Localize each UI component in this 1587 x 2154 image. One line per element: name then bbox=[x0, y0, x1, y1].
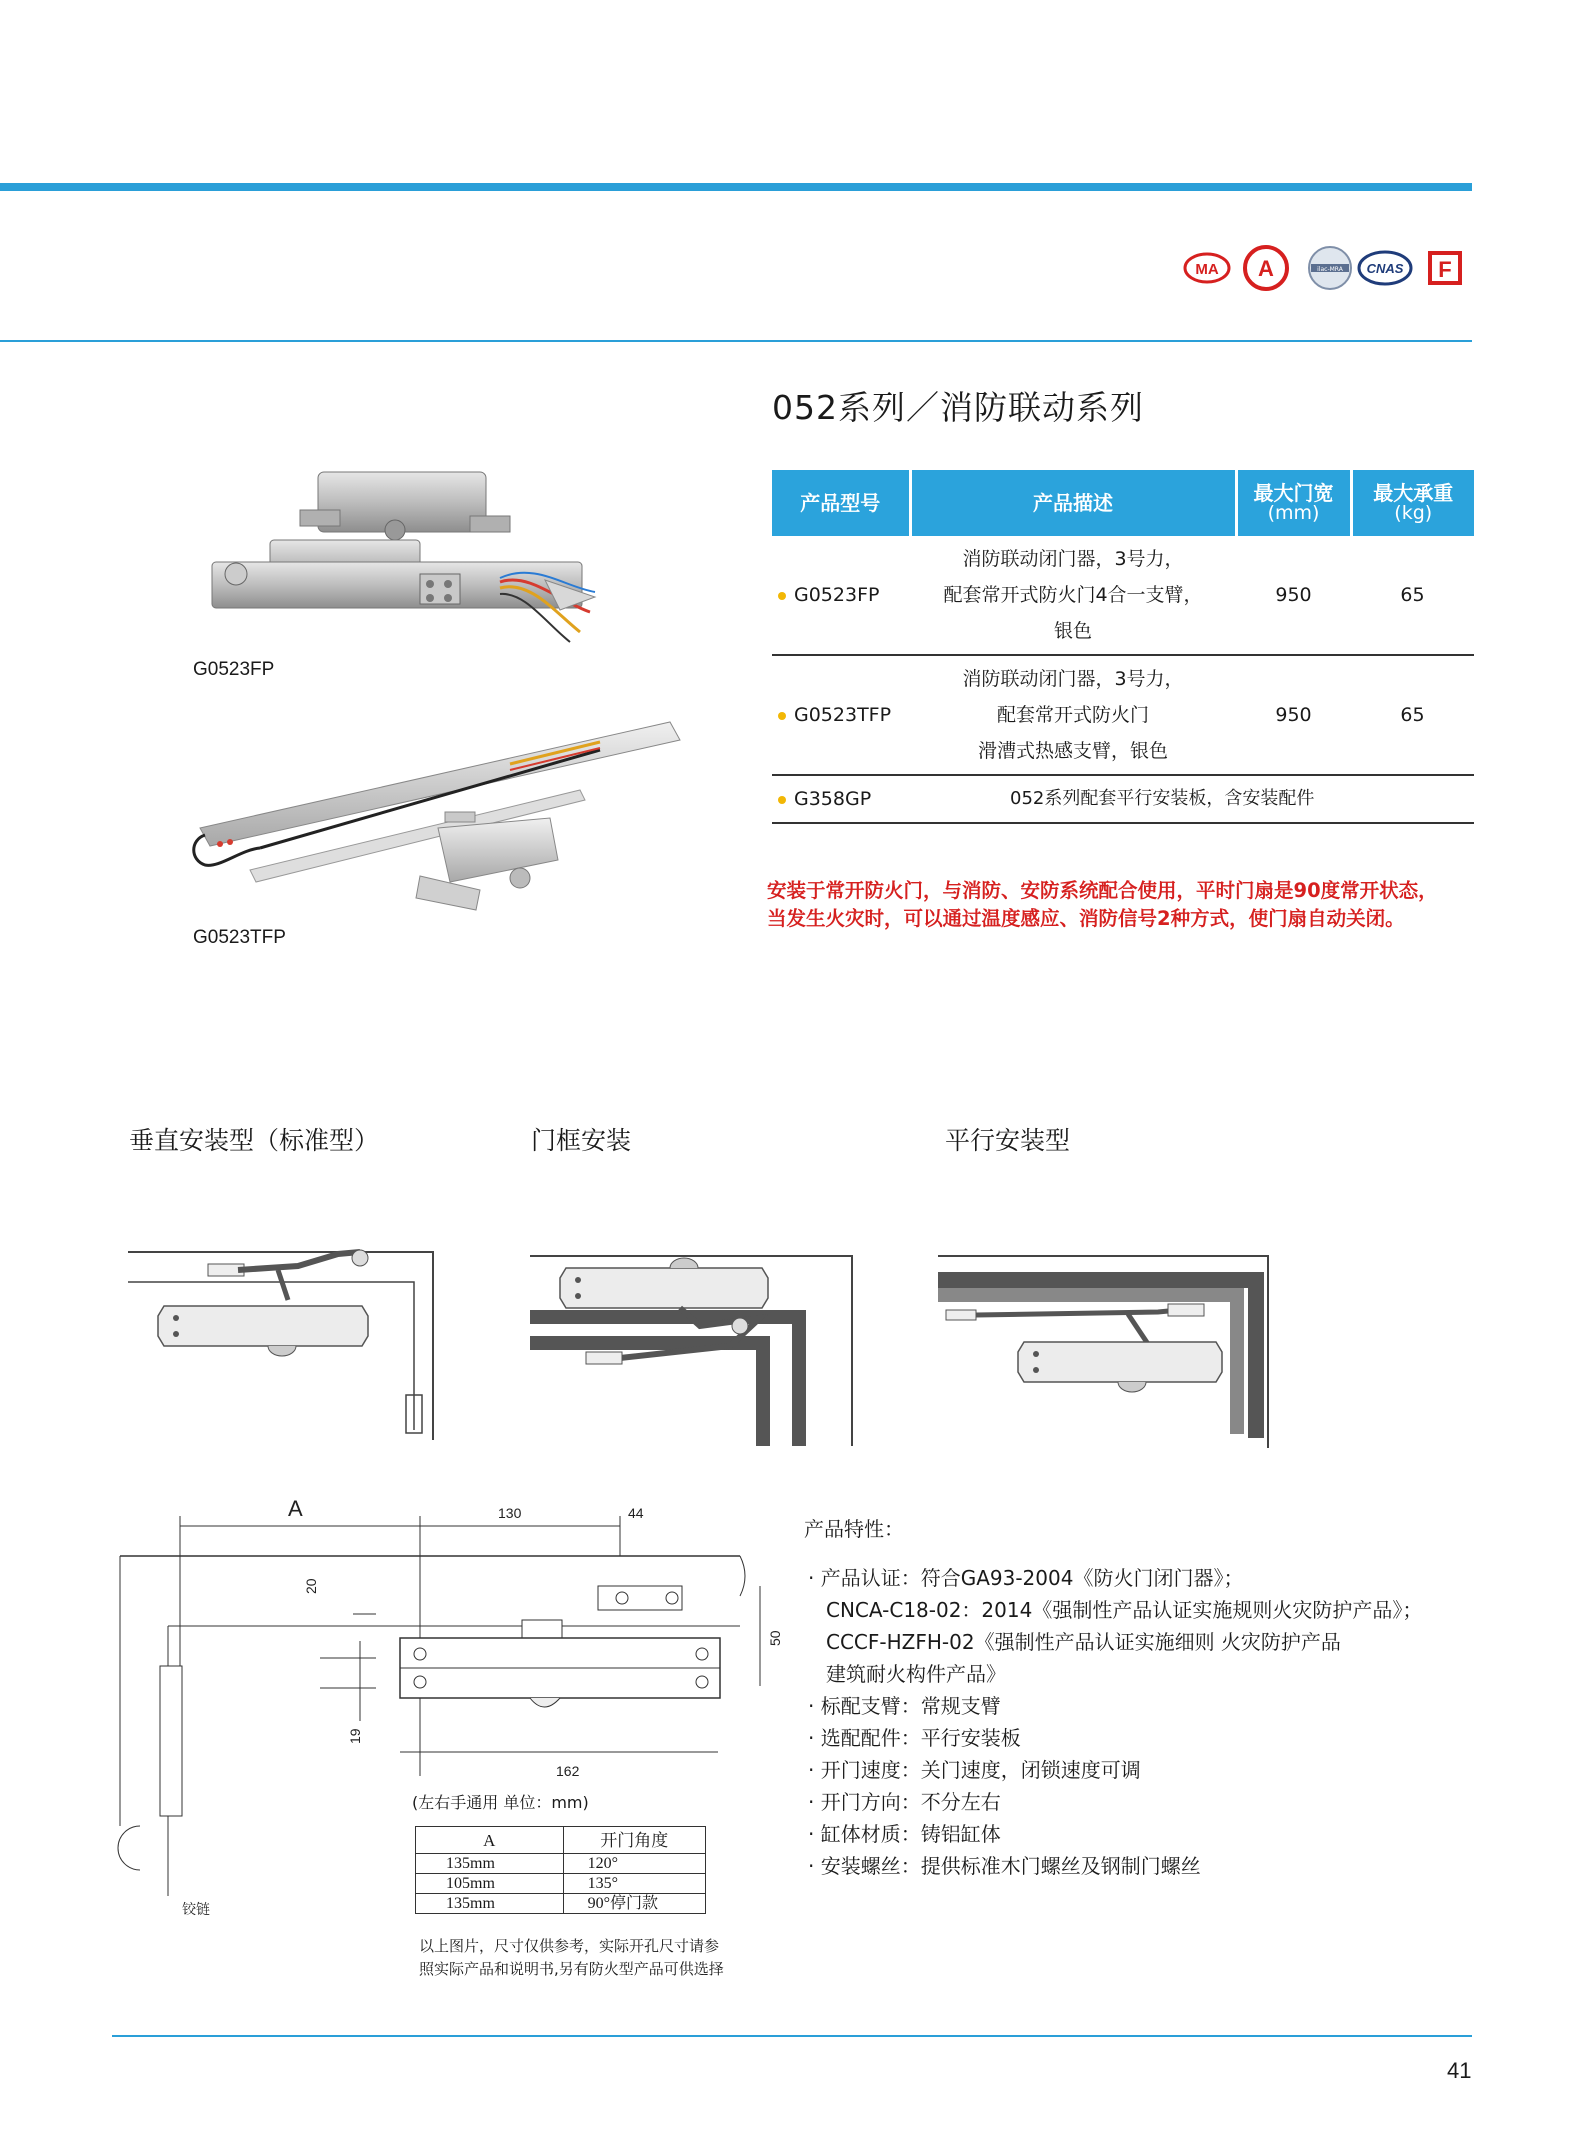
list-item: · 产品认证：符合GA93-2004《防火门闭门器》； bbox=[808, 1566, 1244, 1590]
description-cell: 消防联动闭门器，3号力， 配套常开式防火门4合一支臂， 银色 bbox=[910, 536, 1236, 655]
dim-19: 19 bbox=[347, 1728, 363, 1744]
list-item: · 标配支臂：常规支臂 bbox=[808, 1694, 1001, 1718]
cnas-logo bbox=[1357, 246, 1413, 290]
product-photo-g0523fp bbox=[200, 462, 620, 662]
bullet-dot bbox=[778, 796, 786, 804]
table-row bbox=[772, 655, 1474, 775]
svg-text:CNAS: CNAS bbox=[1366, 261, 1404, 276]
product-series-title: 052系列／消防联动系列 bbox=[772, 388, 1144, 427]
usage-note: 安装于常开防火门，与消防、安防系统配合使用，平时门扇是90度常开状态， 当发生火灾时，可以通过温度感应、消防信号2种方式，使门扇自动关闭。 bbox=[767, 879, 1438, 930]
svg-text:ilac-MRA: ilac-MRA bbox=[1317, 266, 1343, 273]
ma-logo bbox=[1183, 246, 1231, 290]
list-item: · 选配配件：平行安装板 bbox=[808, 1726, 1021, 1750]
top-accent-rule bbox=[0, 183, 1472, 191]
install-frame-title: 门框安装 bbox=[531, 1126, 632, 1155]
footer-rule bbox=[112, 2035, 1472, 2037]
dim-20: 20 bbox=[303, 1578, 319, 1594]
svg-text:MA: MA bbox=[1195, 261, 1219, 278]
fire-cert-logo bbox=[1427, 246, 1463, 290]
header-divider bbox=[0, 340, 1472, 342]
disclaimer-note: 以上图片，尺寸仅供参考，实际开孔尺寸请参 照实际产品和说明书,另有防火型产品可供选择 bbox=[419, 1937, 724, 1978]
dim-44: 44 bbox=[628, 1505, 644, 1521]
dimension-unit-note: (左右手通用 单位：mm) bbox=[412, 1793, 589, 1812]
header-model: 产品型号 bbox=[772, 470, 910, 536]
header-a: A bbox=[416, 1827, 564, 1854]
table-row bbox=[416, 1827, 706, 1854]
install-parallel-title: 平行安装型 bbox=[945, 1126, 1071, 1155]
table-row: 105mm 135° bbox=[416, 1874, 706, 1894]
model-cell: G358GP bbox=[772, 775, 910, 823]
table-row: 135mm 90°停门款 bbox=[416, 1894, 706, 1914]
max-width-cell: 950 bbox=[1236, 655, 1351, 775]
model-cell: G0523FP bbox=[772, 536, 910, 655]
product-photo-g0523tfp bbox=[180, 700, 700, 920]
label-g0523tfp: G0523TFP bbox=[193, 927, 286, 948]
description-cell: 052系列配套平行安装板，含安装配件 bbox=[910, 775, 1474, 823]
dim-50: 50 bbox=[767, 1630, 783, 1646]
dim-130: 130 bbox=[498, 1505, 522, 1521]
list-item: CCCF-HZFH-02《强制性产品认证实施细则 火灾防护产品 bbox=[826, 1630, 1341, 1654]
table-row bbox=[772, 536, 1474, 655]
features-list bbox=[808, 1562, 1468, 1882]
header-max-width: 最大门宽 (mm) bbox=[1236, 470, 1351, 536]
page-number: 41 bbox=[1447, 2058, 1472, 2083]
ccc-logo bbox=[1241, 246, 1291, 290]
install-vertical-title: 垂直安装型（标准型） bbox=[129, 1126, 380, 1155]
door-angle-table bbox=[415, 1826, 706, 1914]
table-row bbox=[772, 775, 1474, 823]
description-cell: 消防联动闭门器，3号力， 配套常开式防火门 滑漕式热感支臂，银色 bbox=[910, 655, 1236, 775]
product-spec-table bbox=[772, 470, 1474, 824]
list-item: 建筑耐火构件产品》 bbox=[826, 1662, 1006, 1686]
list-item: · 开门方向：不分左右 bbox=[808, 1790, 1001, 1814]
ilac-mra-logo bbox=[1307, 246, 1353, 290]
bullet-dot bbox=[778, 592, 786, 600]
svg-text:F: F bbox=[1438, 257, 1452, 282]
max-load-cell: 65 bbox=[1351, 536, 1474, 655]
header-description: 产品描述 bbox=[910, 470, 1236, 536]
hinge-label: 铰链 bbox=[182, 1901, 210, 1917]
model-cell: G0523TFP bbox=[772, 655, 910, 775]
vertical-install-diagram bbox=[128, 1240, 440, 1440]
list-item: · 开门速度：关门速度，闭锁速度可调 bbox=[808, 1758, 1141, 1782]
frame-install-diagram bbox=[530, 1246, 860, 1446]
table-row: 135mm 120° bbox=[416, 1854, 706, 1874]
label-g0523fp: G0523FP bbox=[193, 659, 275, 680]
list-item: · 安装螺丝：提供标准木门螺丝及钢制门螺丝 bbox=[808, 1854, 1201, 1878]
dim-a: A bbox=[288, 1496, 303, 1521]
list-item: CNCA-C18-02：2014《强制性产品认证实施规则火灾防护产品》； bbox=[826, 1598, 1423, 1622]
bullet-dot bbox=[778, 712, 786, 720]
svg-text:A: A bbox=[1258, 256, 1274, 281]
list-item: · 缸体材质：铸铝缸体 bbox=[808, 1822, 1001, 1846]
parallel-install-diagram bbox=[938, 1248, 1278, 1448]
header-angle: 开门角度 bbox=[563, 1827, 705, 1854]
max-load-cell: 65 bbox=[1351, 655, 1474, 775]
features-title: 产品特性： bbox=[804, 1517, 904, 1541]
dim-162: 162 bbox=[556, 1763, 580, 1779]
header-max-load: 最大承重 (kg) bbox=[1351, 470, 1474, 536]
max-width-cell: 950 bbox=[1236, 536, 1351, 655]
